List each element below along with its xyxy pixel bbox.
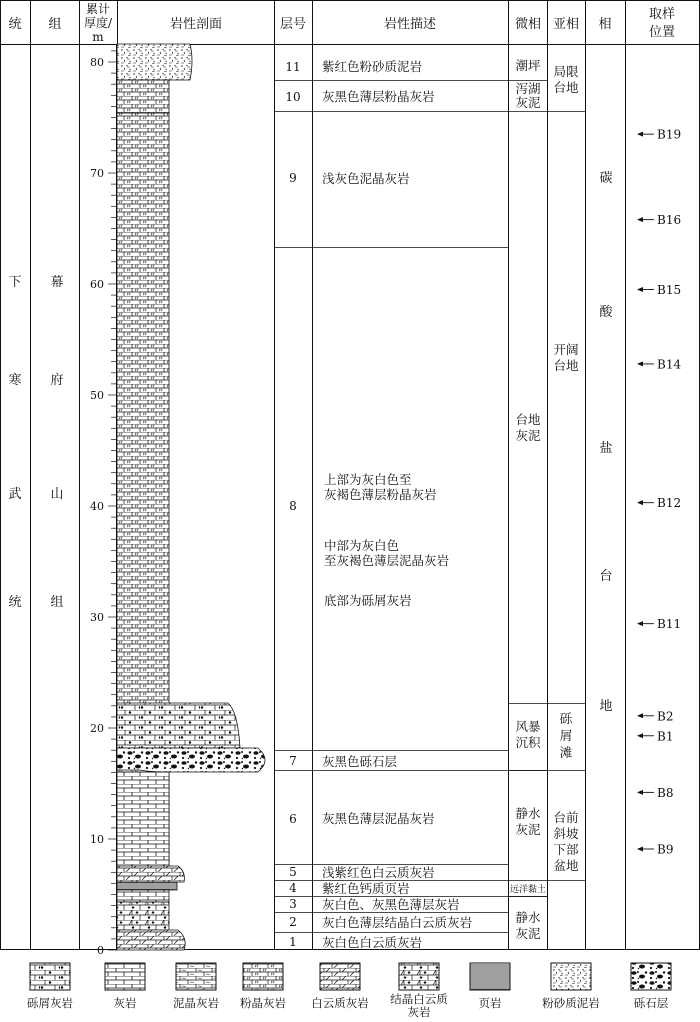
micro-still-lower-1: 静水 — [515, 910, 541, 925]
header-layer: 层号 — [279, 17, 307, 32]
sub-slope-1: 台前 — [553, 810, 579, 825]
header-thickness-2: 厚度/ — [83, 16, 113, 30]
series-char-1: 下 — [8, 275, 22, 290]
litho-layer-1 — [117, 930, 185, 950]
arrow-head-icon — [637, 500, 643, 505]
desc-11: 紫红色粉砂质泥岩 — [322, 59, 423, 74]
layer-no-2: 2 — [289, 915, 297, 929]
litho-layer-6 — [117, 772, 169, 866]
header-thickness-1: 累计 — [85, 2, 111, 16]
desc-10: 灰黑色薄层粉晶灰岩 — [322, 89, 435, 104]
legend-label-breccia-limestone: 砾屑灰岩 — [27, 996, 73, 1010]
sample-label-b16: B16 — [657, 213, 682, 228]
header-description: 岩性描述 — [383, 17, 437, 32]
header-microfacies: 微相 — [514, 17, 542, 32]
sub-slope-2: 斜坡 — [553, 826, 579, 841]
sub-slope-4: 盆地 — [553, 858, 579, 873]
sample-label-b19: B19 — [657, 127, 682, 142]
sample-label-b15: B15 — [657, 283, 682, 298]
micro-lagoon-2: 灰泥 — [515, 95, 541, 110]
desc-8-line-4: 中部为灰白色 — [324, 538, 400, 553]
desc-3: 灰白色、灰黑色薄层灰岩 — [322, 897, 460, 912]
series-char-2: 寒 — [8, 373, 22, 388]
group-char-2: 府 — [50, 373, 64, 388]
sample-marker-b15 — [637, 283, 681, 297]
layer-boundaries — [274, 81, 585, 933]
desc-6: 灰黑色薄层泥晶灰岩 — [322, 811, 435, 826]
legend-swatch-crystalline-dolomitic-limestone — [399, 963, 439, 990]
header-row — [8, 1, 675, 44]
axis-tick-label: 0 — [97, 944, 104, 957]
facies-char-1: 碳 — [599, 171, 613, 186]
layer-no-11: 11 — [285, 60, 301, 74]
desc-8-line-2: 灰褐色薄层粉晶灰岩 — [324, 487, 437, 502]
litho-layer-8-breccia — [117, 703, 240, 748]
subfacies-column — [553, 64, 579, 873]
micro-tidal-flat: 潮坪 — [515, 58, 541, 73]
group-char-3: 山 — [50, 487, 64, 502]
sample-marker-b2 — [637, 709, 673, 723]
microfacies-column — [510, 58, 546, 941]
layer-no-9: 9 — [289, 171, 297, 185]
arrow-head-icon — [637, 361, 643, 366]
header-group: 组 — [48, 17, 62, 32]
facies-char-2: 酸 — [599, 305, 613, 320]
axis-tick-label: 40 — [90, 500, 104, 513]
sub-open-2: 台地 — [553, 358, 579, 373]
layer-descriptions — [322, 59, 472, 950]
arrow-head-icon — [637, 790, 643, 795]
desc-7: 灰黑色砾石层 — [322, 754, 398, 769]
sub-slope-3: 下部 — [553, 842, 579, 857]
desc-1: 灰白色白云质灰岩 — [322, 935, 423, 950]
legend-swatch-limestone — [105, 963, 145, 990]
group-char-1: 幕 — [50, 275, 64, 290]
layer-no-8: 8 — [289, 499, 297, 513]
legend-label-crystalline-2: 灰岩 — [407, 1005, 431, 1018]
sample-marker-b16 — [637, 213, 681, 227]
micro-platform-2: 灰泥 — [515, 428, 541, 443]
legend-label-conglomerate: 砾石层 — [633, 996, 669, 1010]
layer-no-10: 10 — [285, 90, 301, 104]
micro-storm-1: 风暴 — [515, 719, 541, 734]
legend-label-powder-crystal-limestone: 粉晶灰岩 — [240, 996, 286, 1010]
layer-no-6: 6 — [289, 812, 297, 826]
lithologic-column — [117, 44, 265, 950]
sub-restricted-1: 局限 — [553, 64, 579, 79]
legend-swatch-breccia-limestone — [30, 963, 70, 990]
litho-layer-5 — [117, 866, 184, 882]
desc-2: 灰白色薄层结晶白云质灰岩 — [322, 915, 473, 930]
facies-column — [599, 170, 613, 714]
litho-layer-2 — [117, 902, 169, 930]
series-column — [8, 275, 21, 610]
axis-tick-label: 30 — [90, 611, 104, 624]
group-column — [50, 274, 63, 610]
facies-char-4: 台 — [599, 569, 613, 584]
layer-numbers — [285, 60, 300, 949]
desc-4: 紫红色钙质页岩 — [322, 881, 410, 896]
arrow-head-icon — [637, 846, 643, 851]
sample-label-b11: B11 — [657, 617, 682, 632]
series-char-3: 武 — [8, 487, 22, 502]
legend-label-dolomitic-limestone: 白云质灰岩 — [311, 996, 369, 1010]
litho-layer-11 — [117, 44, 192, 80]
desc-8-line-5: 至灰褐色薄层泥晶灰岩 — [324, 553, 450, 568]
axis-tick-label: 70 — [90, 167, 104, 180]
legend-swatch-shale — [470, 963, 510, 990]
arrow-head-icon — [637, 733, 643, 738]
header-series: 统 — [8, 17, 22, 32]
micro-still-lower-2: 灰泥 — [515, 926, 541, 941]
litho-layer-7 — [117, 748, 265, 772]
sample-marker-b9 — [637, 842, 673, 856]
desc-5: 浅紫红色白云质灰岩 — [322, 865, 435, 880]
header-subfacies: 亚相 — [552, 17, 580, 32]
desc-8-line-7: 底部为砾屑灰岩 — [324, 593, 412, 608]
sample-label-b2: B2 — [657, 709, 674, 724]
sub-shoal-2: 屑 — [559, 728, 573, 743]
sample-marker-b11 — [637, 617, 681, 631]
sample-label-b12: B12 — [657, 496, 682, 511]
arrow-head-icon — [637, 132, 643, 137]
sub-shoal-1: 砾 — [559, 711, 573, 726]
legend-label-silty-mudstone: 粉砂质泥岩 — [542, 996, 600, 1010]
micro-platform-1: 台地 — [515, 412, 541, 427]
sample-marker-b8 — [637, 786, 673, 800]
arrow-head-icon — [637, 621, 643, 626]
litho-layer-4 — [117, 882, 177, 890]
facies-char-3: 盐 — [599, 441, 613, 456]
depth-axis — [90, 44, 117, 957]
sample-marker-b19 — [637, 128, 681, 142]
group-char-4: 组 — [50, 595, 64, 610]
header-sampling-2: 位置 — [648, 25, 676, 40]
legend-swatch-silty-mudstone — [551, 963, 591, 990]
legend-swatch-micrite-limestone — [176, 963, 216, 990]
arrow-head-icon — [637, 287, 643, 292]
micro-lagoon-1: 泻湖 — [515, 81, 541, 96]
axis-tick-label: 20 — [90, 722, 104, 735]
micro-still-upper-1: 静水 — [515, 806, 541, 821]
layer-no-4: 4 — [289, 881, 297, 895]
sampling-markers — [637, 128, 681, 857]
sample-label-b8: B8 — [657, 785, 674, 800]
micro-storm-2: 沉积 — [515, 735, 541, 750]
legend-label-shale: 页岩 — [478, 996, 502, 1010]
desc-8-line-1: 上部为灰白色至 — [324, 472, 412, 487]
header-thickness-3: m — [92, 30, 104, 44]
legend — [27, 963, 671, 1018]
series-char-4: 统 — [8, 595, 22, 610]
litho-layer-10 — [117, 80, 169, 113]
sample-label-b14: B14 — [657, 357, 682, 372]
arrow-head-icon — [637, 217, 643, 222]
sample-marker-b1 — [637, 729, 673, 743]
layer-no-5: 5 — [289, 865, 297, 879]
facies-char-5: 地 — [599, 699, 613, 714]
header-facies: 相 — [598, 17, 612, 32]
arrow-head-icon — [637, 713, 643, 718]
header-sampling-1: 取样 — [648, 7, 676, 22]
micro-still-upper-2: 灰泥 — [515, 822, 541, 837]
axis-tick-label: 60 — [90, 278, 104, 291]
layer-no-3: 3 — [289, 897, 297, 911]
axis-tick-label: 80 — [90, 56, 104, 69]
litho-layer-3 — [117, 890, 169, 902]
legend-swatch-powder-crystal-limestone — [243, 963, 283, 990]
desc-9: 浅灰色泥晶灰岩 — [322, 171, 410, 186]
sample-marker-b14 — [637, 357, 681, 371]
micro-offshore-clay: 远洋黏土 — [509, 885, 547, 895]
legend-label-limestone: 灰岩 — [113, 996, 137, 1010]
sub-open-1: 开阔 — [553, 342, 579, 357]
layer-no-7: 7 — [289, 754, 297, 768]
sample-label-b9: B9 — [657, 842, 674, 857]
legend-swatch-conglomerate — [631, 963, 671, 990]
legend-swatch-dolomitic-limestone — [320, 963, 360, 990]
sample-label-b1: B1 — [657, 729, 674, 744]
sub-shoal-3: 滩 — [559, 745, 573, 760]
axis-tick-label: 10 — [90, 833, 104, 846]
axis-tick-label: 50 — [90, 389, 104, 402]
sample-marker-b12 — [637, 496, 681, 510]
layer-no-1: 1 — [289, 935, 297, 949]
legend-label-crystalline-1: 结晶白云质 — [390, 992, 448, 1006]
legend-label-micrite-limestone: 泥晶灰岩 — [173, 996, 219, 1010]
sub-restricted-2: 台地 — [553, 80, 579, 95]
header-section: 岩性剖面 — [169, 17, 223, 32]
